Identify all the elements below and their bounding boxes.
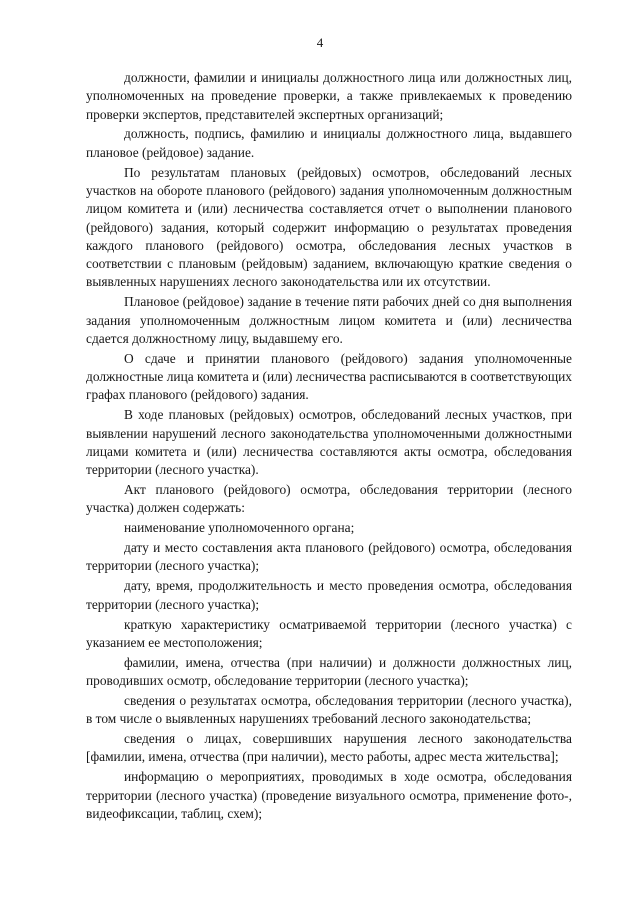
paragraph: О сдаче и принятии планового (рейдового) задания уполномоченные должностные лица комитета и (или) лесничества расписываются в соответствующих графах планового (рейдового) задания. xyxy=(86,350,572,403)
paragraph: Плановое (рейдовое) задание в течение пяти рабочих дней со дня выполнения задания уполномоченным должностным лицом комитета и (или) лесничества сдается должностному лицу, выдавшему его. xyxy=(86,294,572,346)
paragraph: краткую характеристику осматриваемой территории (лесного участка) с указанием ее местоположения; xyxy=(86,616,572,650)
paragraph: сведения о результатах осмотра, обследования территории (лесного участка), в том числе о выявленных нарушениях требований лесного законодательства; xyxy=(86,692,572,727)
paragraph: фамилии, имена, отчества (при наличии) и должности должностных лиц, проводивших осмотр, обследование территории (лесного участка); xyxy=(86,654,572,689)
paragraph: По результатам плановых (рейдовых) осмотров, обследований лесных участков на обороте планового (рейдового) задания уполномоченным должностным лицом комитета и (или) лесничества составляется отчет о выполнении планового (рейдового) задания, который содержит информацию о результатах проведения каждого планового (рейдового) осмотра, обследования лесных участков в соответствии с плановым (рейдовым) заданием, включающую краткие сведения о выявленных нарушениях лесного законодательства или их отсутствии. xyxy=(86,164,572,290)
paragraph: В ходе плановых (рейдовых) осмотров, обследований лесных участков, при выявлении нарушений лесного законодательства уполномоченными должностными лицами комитета и (или) лесничества составляются акты осмотра, обследования территории (лесного участка). xyxy=(86,407,572,478)
page-number: 4 xyxy=(316,35,324,50)
paragraph: наименование уполномоченного органа; xyxy=(124,520,355,536)
paragraph: должность, подпись, фамилию и инициалы должностного лица, выдавшего плановое (рейдовое) задание. xyxy=(86,126,572,160)
paragraph: информацию о мероприятиях, проводимых в ходе осмотра, обследования территории (лесного участка) (проведение визуального осмотра, применение фото-, видеофиксации, таблиц, схем); xyxy=(86,769,572,821)
paragraph: Акт планового (рейдового) осмотра, обследования территории (лесного участка) должен содержать: xyxy=(86,482,572,516)
paragraph: сведения о лицах, совершивших нарушения лесного законодательства [фамилии, имена, отчества (при наличии), место работы, адрес места жительства]; xyxy=(86,731,572,765)
paragraph: дату, время, продолжительность и место проведения осмотра, обследования территории (лесного участка); xyxy=(86,578,572,612)
paragraph: дату и место составления акта планового (рейдового) осмотра, обследования территории (лесного участка); xyxy=(86,540,572,574)
paragraph: должности, фамилии и инициалы должностного лица или должностных лиц, уполномоченных на проведение проверки, а также привлекаемых к проведению проверки экспертов, представителей экспертных организаций; xyxy=(86,70,572,122)
document-body xyxy=(86,69,572,823)
